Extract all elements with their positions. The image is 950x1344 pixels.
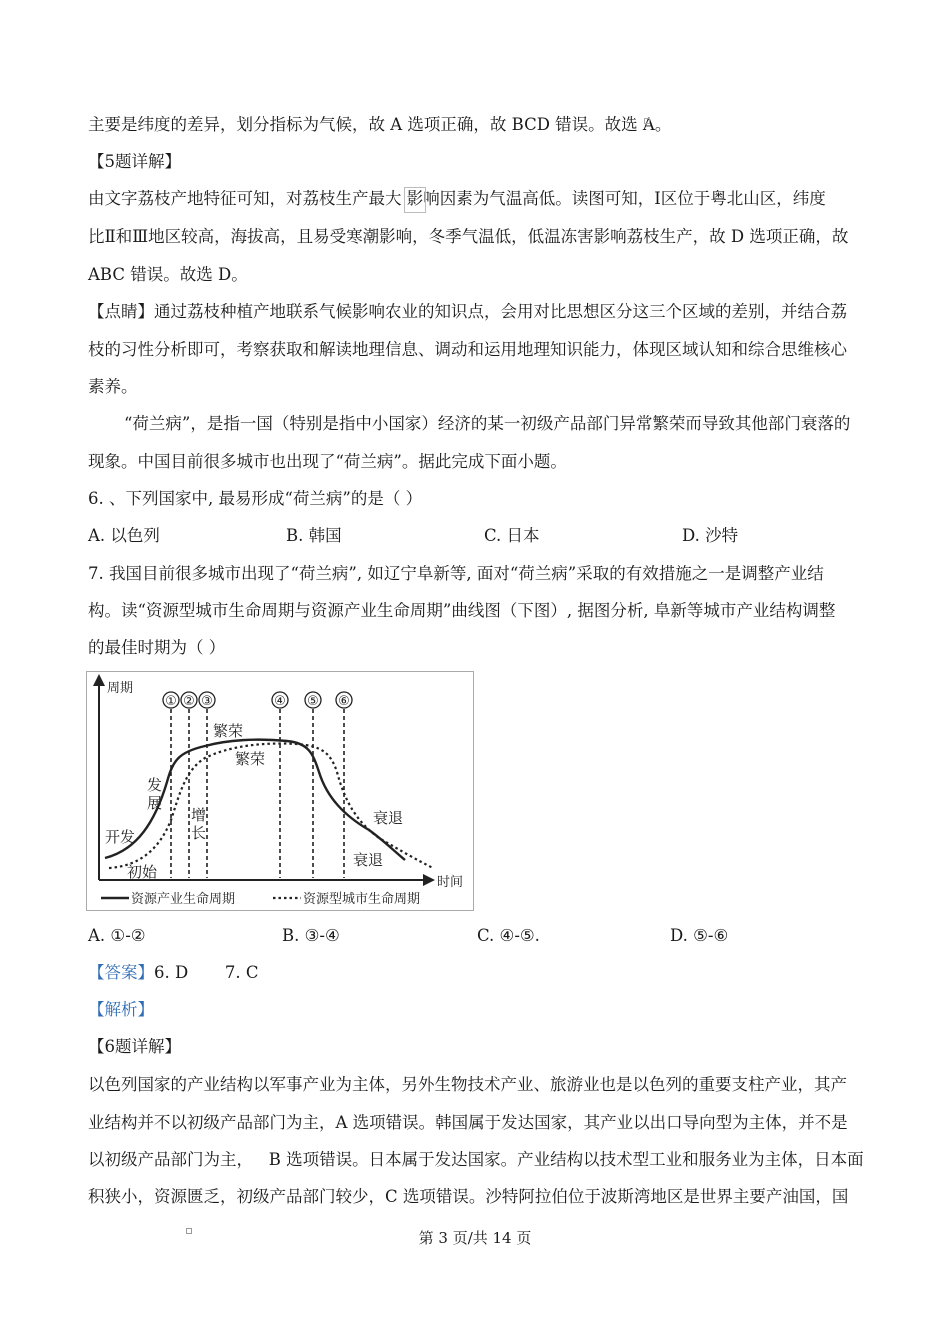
legend-solid-label: 资源产业生命周期	[131, 891, 236, 906]
x-axis-label: 时间	[437, 874, 464, 889]
marker-2: ②	[183, 693, 195, 708]
line-9: “荷兰病”，是指一国（特别是指中小国家）经济的某一初级产品部门异常繁荣而导致其他部门衰落的	[124, 414, 851, 433]
answer-text: 6. D 7. C	[154, 963, 259, 982]
q7-option-d: D. ⑤-⑥	[670, 926, 729, 945]
page-footer: 第 3 页/共 14 页	[418, 1229, 532, 1247]
q6-stem: 6. 、下列国家中, 最易形成“荷兰病”的是（ ）	[88, 489, 423, 508]
y-axis-label: 周期	[107, 680, 134, 695]
q6-option-a: A. 以色列	[88, 526, 160, 545]
line-4: 比Ⅱ和Ⅲ地区较高，海拔高，且易受寒潮影响，冬季气温低，低温冻害影响荔枝生产，故 D 选项正确，故	[88, 227, 849, 246]
line-3: 由文字荔枝产地特征可知，对荔枝生产最大 影响因素为气温高低。读图可知，Ⅰ区位于粤北山区，纬度	[88, 189, 826, 208]
q7-option-c: C. ④-⑤.	[477, 926, 540, 945]
label-fazhan-1: 发	[147, 777, 163, 794]
q7-stem-1: 7. 我国目前很多城市出现了“荷兰病”, 如辽宁阜新等, 面对“荷兰病”采取的有效措施之一是调整产业结	[88, 564, 824, 583]
lifecycle-figure	[86, 671, 474, 911]
label-fanrong-1: 繁荣	[213, 723, 244, 740]
q7-stem-3: 的最佳时期为（ ）	[88, 638, 226, 657]
label-chushi: 初始	[127, 864, 158, 881]
label-shuaitui-2: 衰退	[353, 852, 384, 869]
legend-dotted-label: 资源型城市生命周期	[303, 891, 421, 906]
label-zhang: 长	[191, 825, 207, 842]
line-6: 【点睛】通过荔枝种植产地联系气候影响农业的知识点，会用对比思想区分这三个区域的差别，并结合荔	[88, 302, 847, 321]
label-kaifa: 开发	[105, 829, 136, 846]
label-zeng: 增	[191, 807, 207, 824]
line-10: 现象。中国目前很多城市也出现了“荷兰病”。据此完成下面小题。	[88, 452, 567, 471]
artifact-box	[404, 187, 426, 213]
q7-option-b: B. ③-④	[282, 926, 340, 945]
line-5: ABC 错误。故选 D。	[88, 265, 248, 284]
label-fanrong-2: 繁荣	[235, 751, 266, 768]
q6-option-d: D. 沙特	[682, 526, 739, 545]
line-8: 素养。	[88, 377, 138, 396]
marker-1: ①	[165, 693, 177, 708]
marker-5: ⑤	[307, 693, 319, 708]
label-shuaitui-1: 衰退	[373, 810, 404, 827]
line-7: 枝的习性分析即可，考察获取和解读地理信息、调动和运用地理知识能力，体现区域认知和综合思维核心	[88, 340, 847, 359]
analysis-label: 【解析】	[88, 1000, 154, 1019]
q6-option-c: C. 日本	[484, 526, 540, 545]
label-fazhan-2: 展	[147, 795, 163, 812]
artifact-mark	[644, 118, 650, 124]
y-axis-arrow	[93, 674, 105, 686]
q6-detail-line-1: 以色列国家的产业结构以军事产业为主体，另外生物技术产业、旅游业也是以色列的重要支柱产业，其产	[88, 1075, 847, 1094]
q7-option-a: A. ①-②	[88, 926, 146, 945]
q6-detail-line-3: 以初级产品部门为主， B 选项错误。日本属于发达国家。产业结构以技术型工业和服务业为主体，日本面	[88, 1150, 864, 1169]
q6-option-b: B. 韩国	[286, 526, 342, 545]
q6-detail-line-4: 积狭小，资源匮乏，初级产品部门较少，C 选项错误。沙特阿拉伯位于波斯湾地区是世界主要产油国，国	[88, 1187, 849, 1206]
q5-heading: 【5题详解】	[88, 152, 181, 171]
q6-detail-heading: 【6题详解】	[88, 1037, 181, 1056]
marker-6: ⑥	[338, 693, 350, 708]
marker-3: ③	[201, 693, 213, 708]
answer-label: 【答案】	[88, 963, 154, 982]
q6-detail-line-2: 业结构并不以初级产品部门为主，A 选项错误。韩国属于发达国家，其产业以出口导向型为主体，并不是	[88, 1113, 848, 1132]
answer-line	[88, 962, 259, 984]
marker-4: ④	[274, 693, 286, 708]
q7-stem-2: 构。读“资源型城市生命周期与资源产业生命周期”曲线图（下图）, 据图分析, 阜新等城市产业结构调整	[88, 601, 836, 620]
line-1: 主要是纬度的差异，划分指标为气候，故 A 选项正确，故 BCD 错误。故选 A。	[88, 115, 672, 134]
x-axis-arrow	[423, 874, 435, 886]
